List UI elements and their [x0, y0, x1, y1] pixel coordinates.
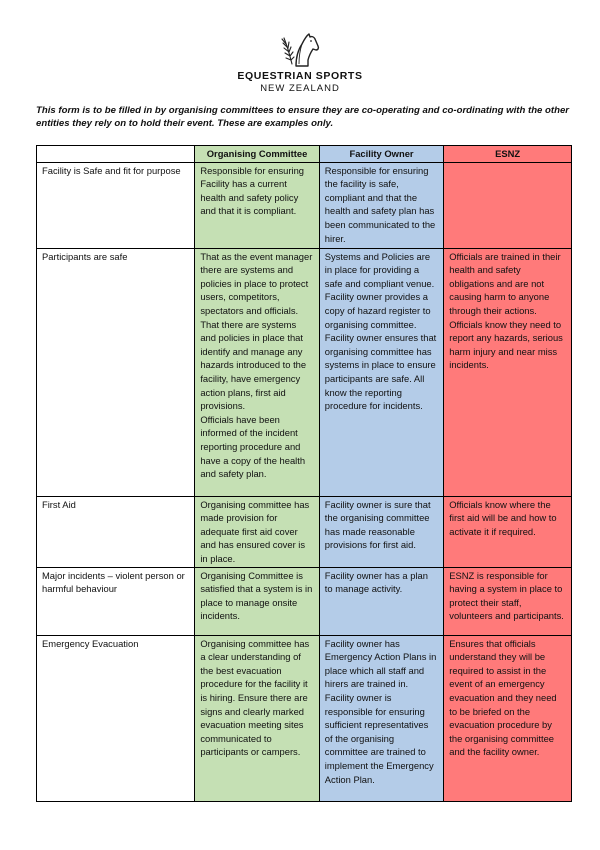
table-row: [37, 496, 572, 567]
organising-cell: Organising Committee is satisfied that a system is in place to manage onsite incidents.: [195, 567, 319, 635]
table-row: [37, 162, 572, 248]
brand-name-line1: EQUESTRIAN SPORTS: [237, 70, 363, 82]
esnz-cell: Officials know where the first aid will be and how to activate it if required.: [444, 496, 572, 567]
topic-cell: Participants are safe: [37, 248, 195, 496]
table-row: [37, 248, 572, 496]
topic-cell: Facility is Safe and fit for purpose: [37, 162, 195, 248]
topic-cell: First Aid: [37, 496, 195, 567]
topic-cell: Major incidents – violent person or harmful behaviour: [37, 567, 195, 635]
facility-cell: Facility owner has a plan to manage activity.: [319, 567, 443, 635]
facility-cell: Responsible for ensuring the facility is safe, compliant and that the health and safety plan has been communicated to the hirer.: [319, 162, 443, 248]
horse-head-logo-icon: [278, 30, 322, 68]
table-row: [37, 567, 572, 635]
responsibility-table: [36, 145, 572, 802]
esnz-cell: ESNZ is responsible for having a system in place to protect their staff, volunteers and participants.: [444, 567, 572, 635]
brand-header: [0, 30, 600, 94]
organising-cell: That as the event manager there are systems and policies in place to protect users, competitors, spectators and officials. That there are systems and policies in place that identify and manage any hazards introduced to the facility, have emergency action plans, first aid provisions. Officials have been informed of the incident reporting procedure and have a copy of the health and safety plan.: [195, 248, 319, 496]
organising-cell: Responsible for ensuring Facility has a current health and safety policy and that it is compliant.: [195, 162, 319, 248]
header-topic: [37, 146, 195, 163]
table-row: [37, 635, 572, 801]
topic-cell: Emergency Evacuation: [37, 635, 195, 801]
facility-cell: Systems and Policies are in place for providing a safe and compliant venue. Facility owner provides a copy of hazard register to organising committee. Facility owner ensures that organising committee has systems in place to ensure participants are safe. All know the reporting procedure for incidents.: [319, 248, 443, 496]
esnz-cell: [444, 162, 572, 248]
header-facility-owner: Facility Owner: [319, 146, 443, 163]
header-esnz: ESNZ: [444, 146, 572, 163]
esnz-cell: Officials are trained in their health and safety obligations and are not causing harm to anyone through their actions. Officials know they need to report any hazards, serious harm injury and near miss incidents.: [444, 248, 572, 496]
organising-cell: Organising committee has made provision for adequate first aid cover and has ensured cover is in place.: [195, 496, 319, 567]
brand-name-line2: NEW ZEALAND: [260, 83, 340, 94]
esnz-cell: Ensures that officials understand they will be required to assist in the event of an emergency evacuation and they need to be briefed on the evacuation procedure by the organising committee and the facility owner.: [444, 635, 572, 801]
header-organising-committee: Organising Committee: [195, 146, 319, 163]
intro-text: This form is to be filled in by organising committees to ensure they are co-operating and co-ordinating with the other entities they rely on to hold their event. These are examples only.: [36, 105, 570, 130]
organising-cell: Organising committee has a clear understanding of the best evacuation procedure for the facility it is hiring. Ensure there are signs and clearly marked evacuation meeting sites communicated to participants or campers.: [195, 635, 319, 801]
facility-cell: Facility owner has Emergency Action Plans in place which all staff and hirers are trained in. Facility owner is responsible for ensuring sufficient representatives of the organising committee are trained to implement the Emergency Action Plan.: [319, 635, 443, 801]
facility-cell: Facility owner is sure that the organising committee has made reasonable provisions for first aid.: [319, 496, 443, 567]
table-header-row: [37, 146, 572, 163]
